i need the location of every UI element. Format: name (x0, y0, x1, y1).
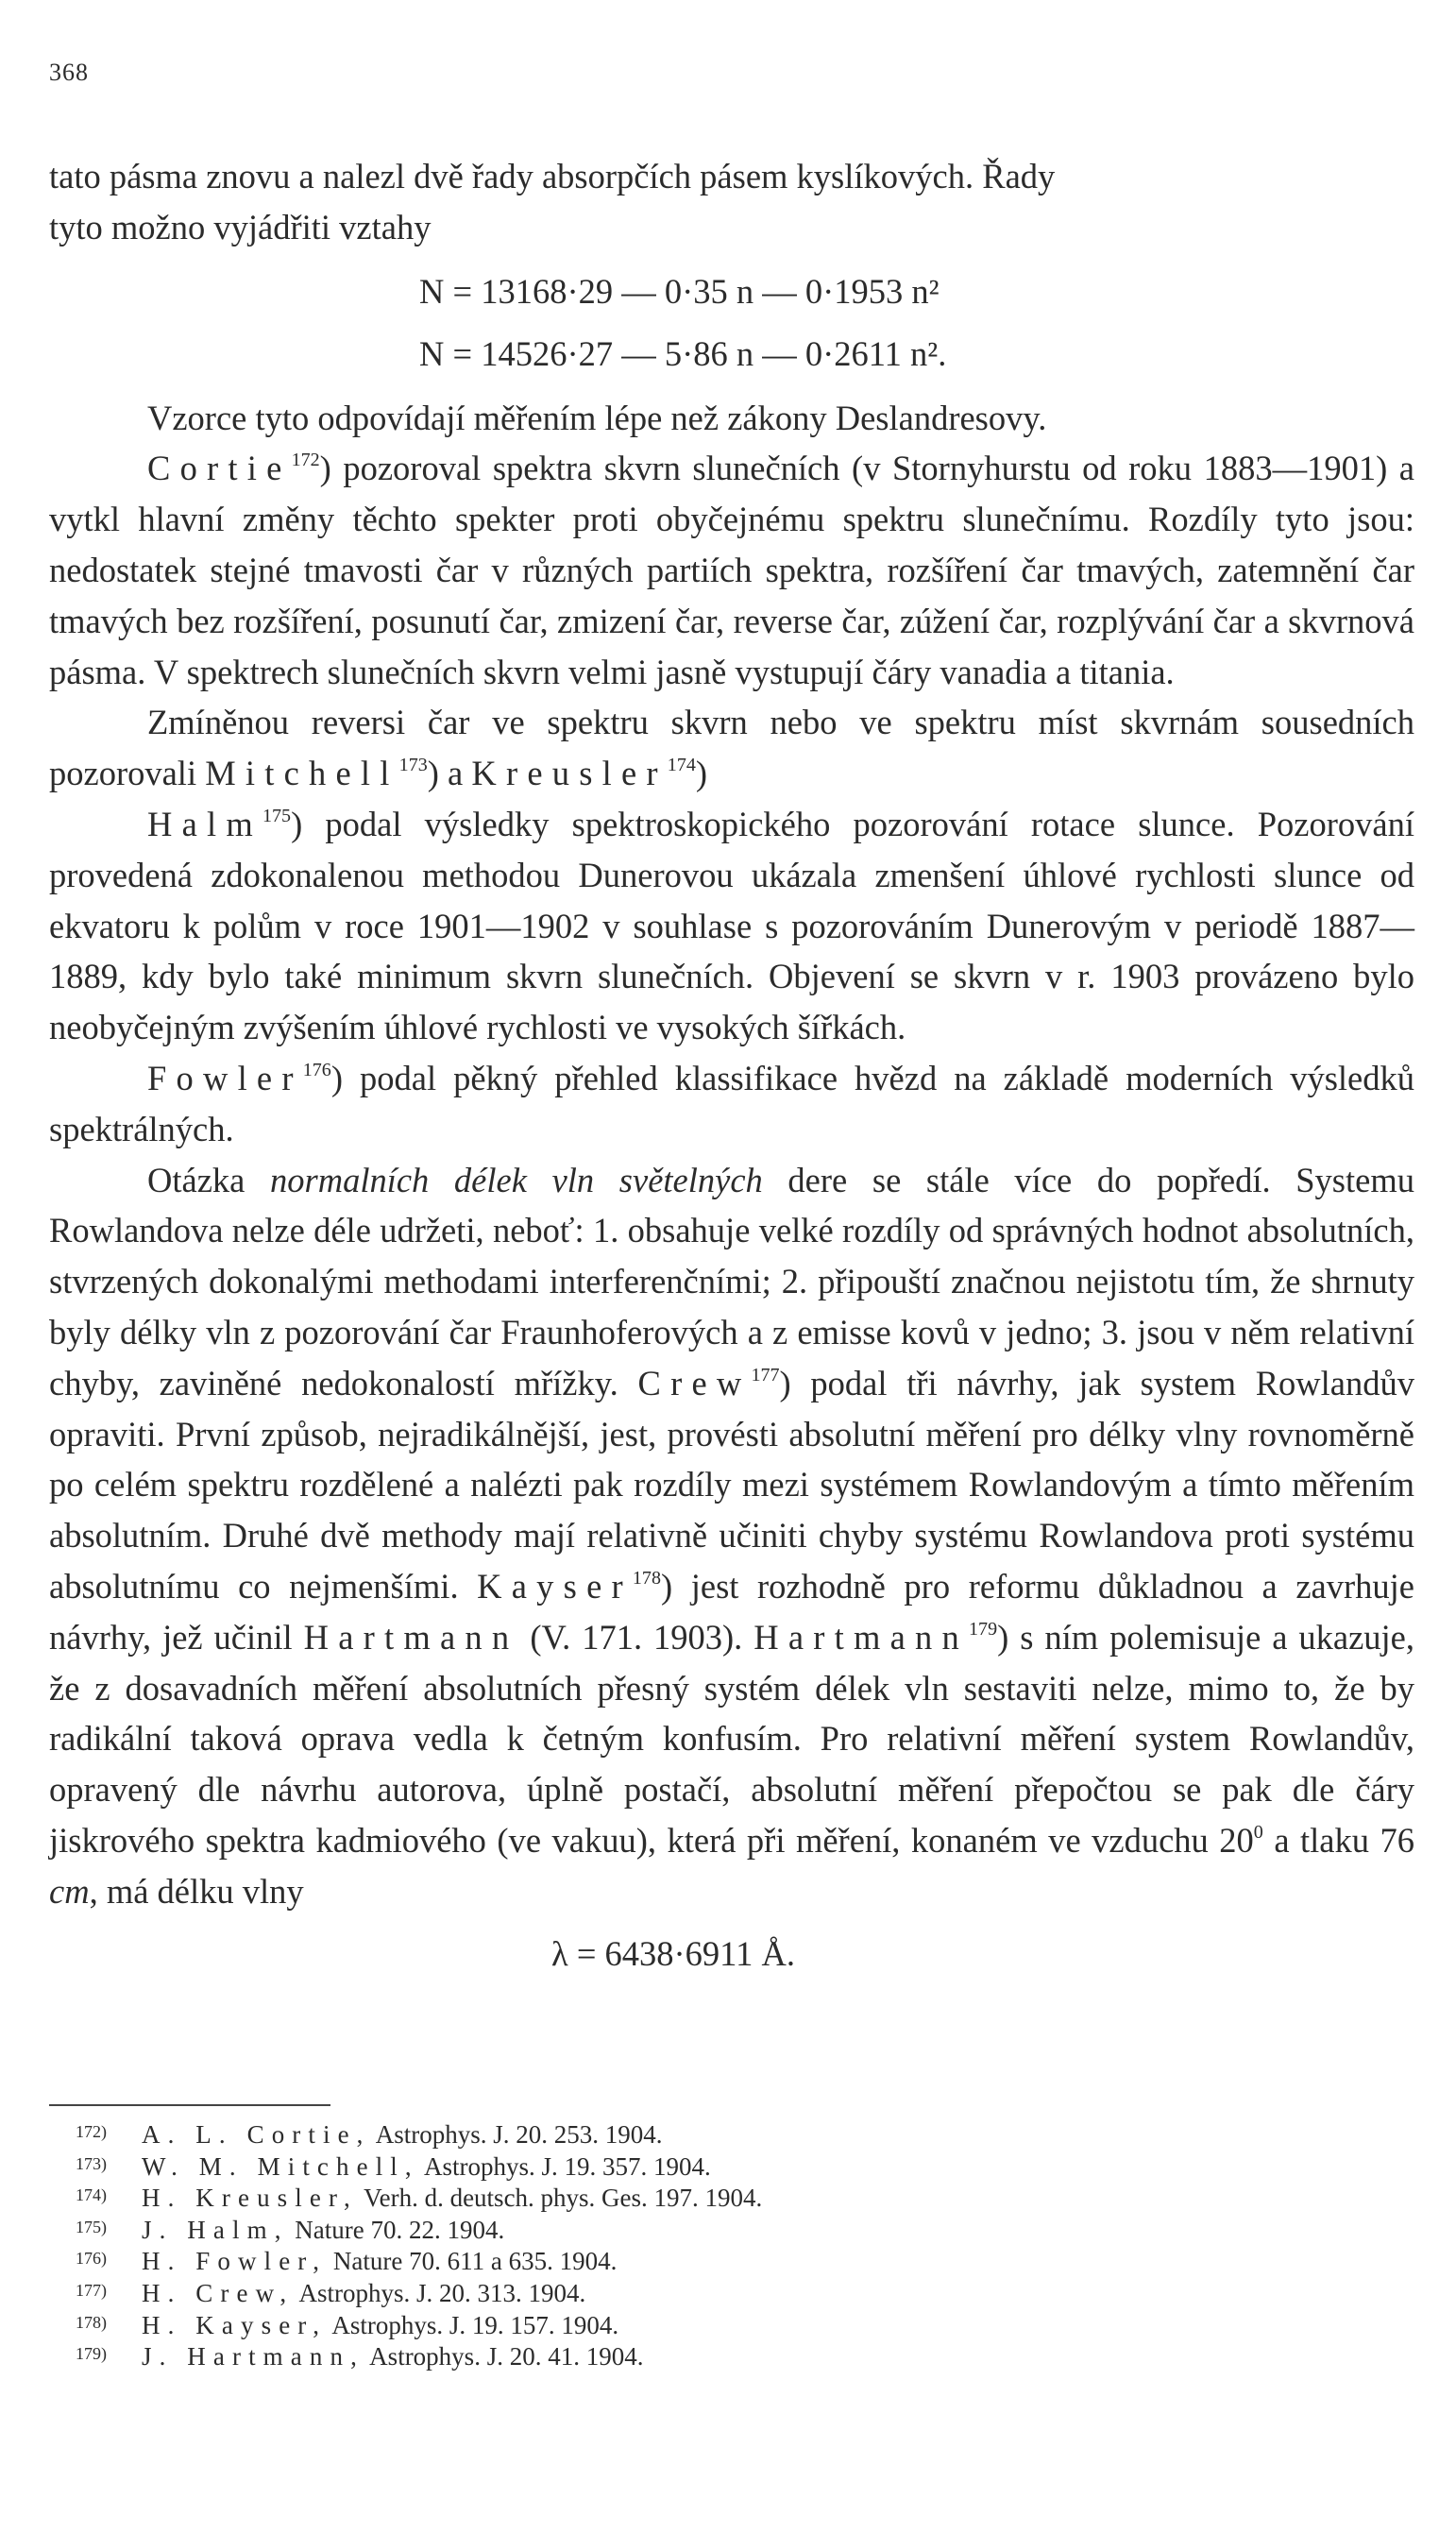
intro-line-2: tyto možno vyjádřiti vztahy (49, 207, 432, 246)
otazka-part-7: , má délku vlny (89, 1871, 304, 1911)
author-kreusler: Kreusler (471, 754, 668, 793)
footnote-citation: Astrophys. J. 19. 357. 1904. (418, 2151, 711, 2181)
paragraph-fowler-text: ) podal pěkný přehled klassifikace hvězd na základě moderních výsledků spektrálných. (49, 1058, 1414, 1148)
intro-line-1: tato pásma znovu a nalezl dvě řady absorpčích pásem kyslíkových. Řady (49, 157, 1056, 196)
footnote-author: W. M. Mitchell, (142, 2151, 419, 2181)
footnote-ref-173: 173 (398, 755, 428, 776)
footnote-citation: Astrophys. J. 20. 313. 1904. (294, 2278, 586, 2307)
equation-1: N = 13168·29 — 0·35 n — 0·1953 n² (419, 271, 940, 311)
paragraph-otazka (49, 1155, 1414, 1917)
author-mitchell: Mitchell (205, 754, 399, 793)
footnote-citation: Astrophys. J. 20. 253. 1904. (370, 2120, 663, 2149)
footnote-number: 172) (76, 2122, 107, 2141)
footnote-177 (76, 2276, 1180, 2308)
unit-cm: cm (49, 1871, 90, 1911)
footnote-citation: Nature 70. 611 a 635. 1904. (327, 2247, 618, 2276)
footnote-179 (76, 2339, 1180, 2372)
otazka-part-4: (V. 171. 1903). (518, 1617, 754, 1657)
paragraph-fowler (49, 1053, 1414, 1155)
footnote-ref-175: 175 (262, 805, 292, 826)
otazka-part-1: dere se stále více do popředí. Systemu Rowlandova nelze déle udržeti, neboť: 1. obsahuje velké rozdíly od správných hodnot absolutních, stvrzených dokonalými methodami interferenčními; 2. připouští značnou nejistotu tím, že shrnuty byly délky vln z pozorování čar Fraunhoferových a z emisse kovů v jedno; 3. jsou v něm relativní chyby, zaviněné nedokonalostí mřížky. (49, 1160, 1414, 1402)
paragraph-reverse-text: Zmíněnou reversi čar ve spektru skvrn nebo ve spektru míst skvrnám sousedních pozorovali (49, 703, 1414, 793)
page-number: 368 (49, 59, 89, 86)
footnote-number: 176) (76, 2249, 107, 2269)
footnote-172 (76, 2117, 1180, 2150)
paragraph-reverse (49, 697, 1414, 799)
footnote-citation: Nature 70. 22. 1904. (288, 2215, 505, 2244)
footnote-author: J. Hartmann, (142, 2342, 364, 2372)
otazka-part-6: a tlaku 76 (1262, 1820, 1414, 1860)
footnote-author: H. Fowler, (142, 2247, 328, 2276)
footnote-176 (76, 2244, 1180, 2276)
footnote-number: 174) (76, 2185, 107, 2205)
footnote-number: 178) (76, 2312, 107, 2332)
footnote-ref-179: 179 (969, 1618, 998, 1640)
paragraph-cortie (49, 443, 1414, 697)
footnote-174 (76, 2181, 1180, 2213)
equation-2: N = 14526·27 — 5·86 n — 0·2611 n². (419, 333, 947, 373)
footnote-number: 173) (76, 2153, 107, 2173)
footnote-citation: Verh. d. deutsch. phys. Ges. 197. 1904. (357, 2184, 763, 2213)
author-hartmann-2: Hartmann (753, 1617, 969, 1657)
otazka-part-5: ) s ním polemisuje a ukazuje, že z dosavadních měření absolutních přesný systém délek vln sestaviti nelze, mimo to, že by radikální taková oprava vedla k četným konfusím. Pro relativní měření system Rowlandův, opravený dle návrhu autorova, úplně postačí, absolutní měření přepočtou se pak dle čáry jiskrového spektra kadmiového (ve vakuu), která při měření, konaném ve vzduchu 20 (49, 1617, 1414, 1860)
footnote-author: J. Halm, (142, 2215, 289, 2244)
author-hartmann-1: Hartmann (303, 1617, 519, 1657)
otazka-part-2: ) podal tři návrhy, jak system Rowlandův opraviti. První způsob, nejradikálnější, jest, provésti absolutní měření pro délky vlny rovnoměrně po celém spektru rozdělené a nalézti pak rozdíly mezi systémem Rowlandovým a tímto měřením absolutním. Druhé dvě methody mají relativně učiniti chyby systému Rowlandova proti systému absolutnímu co nejmenšími. (49, 1363, 1414, 1606)
footnote-175 (76, 2213, 1180, 2245)
footnote-ref-172: 172 (291, 450, 320, 471)
footnotes (76, 2117, 1180, 2372)
footnote-ref-178: 178 (632, 1567, 661, 1589)
otazka-part-3: ) jest rozhodně pro reformu důkladnou a zavrhuje návrhy, jež učinil (49, 1566, 1414, 1657)
italic-term: normalních délek vln světelných (270, 1160, 763, 1199)
footnote-author: H. Kreusler, (142, 2184, 358, 2213)
footnote-ref-174: 174 (667, 755, 696, 776)
paragraph-halm-text: ) podal výsledky spektroskopického pozorování rotace slunce. Pozorování provedená zdokonalenou methodou Dunerovou ukázala zmenšení úhlové rychlosti slunce od ekvatoru k polům v roce 1901—1902 v souhlase s pozorováním Dunerovým v periodě 1887—1889, kdy bylo také minimum skvrn slunečních. Objevení se skvrn v r. 1903 provázeno bylo neobyčejným zvýšením úhlové rychlosti ve vysokých šířkách. (49, 804, 1414, 1047)
author-fowler: Fowler (147, 1058, 303, 1097)
author-kayser: Kayser (477, 1566, 633, 1606)
paragraph-halm (49, 799, 1414, 1053)
author-cortie: Cortie (147, 449, 292, 488)
footnote-number: 179) (76, 2344, 107, 2364)
footnote-ref-177: 177 (751, 1364, 780, 1386)
author-crew: Crew (637, 1363, 752, 1402)
footnote-178 (76, 2308, 1180, 2340)
footnote-number: 175) (76, 2217, 107, 2236)
otazka-start: Otázka (147, 1160, 270, 1199)
paragraph-cortie-text: ) pozoroval spektra skvrn slunečních (v Stornyhurstu od roku 1883—1901) a vytkl hlavní změny těchto spekter proti obyčejnému spektru slunečnímu. Rozdíly tyto jsou: nedostatek stejné tmavosti čar v různých partiích spektra, rozšíření čar tmavých, zatemnění čar tmavých bez rozšíření, posunutí čar, zmizení čar, reverse čar, zúžení čar, rozplývání čar a skvrnová pásma. V spektrech slunečních skvrn velmi jasně vystupují čáry vanadia a titania. (49, 449, 1414, 691)
footnote-number: 177) (76, 2280, 107, 2300)
paragraph-vzorce: Vzorce tyto odpovídají měřením lépe než zákony Deslandresovy. (147, 398, 1047, 437)
author-halm: Halm (147, 804, 262, 843)
footnote-author: A. L. Cortie, (142, 2120, 371, 2149)
footnote-divider (49, 2104, 330, 2106)
footnote-author: H. Kayser, (142, 2310, 328, 2339)
footnote-citation: Astrophys. J. 19. 157. 1904. (327, 2310, 619, 2339)
footnote-ref-176: 176 (302, 1059, 331, 1080)
degree-superscript: 0 (1253, 1821, 1263, 1843)
footnote-citation: Astrophys. J. 20. 41. 1904. (364, 2342, 644, 2372)
paragraph-reverse-mid: ) a (427, 754, 472, 793)
paragraph-reverse-end: ) (695, 754, 708, 793)
equation-lambda: λ = 6438·6911 Å. (551, 1933, 795, 1973)
intro-paragraph (49, 151, 1414, 253)
footnote-173 (76, 2150, 1180, 2182)
main-text (49, 151, 1414, 1987)
footnote-author: H. Crew, (142, 2278, 295, 2307)
